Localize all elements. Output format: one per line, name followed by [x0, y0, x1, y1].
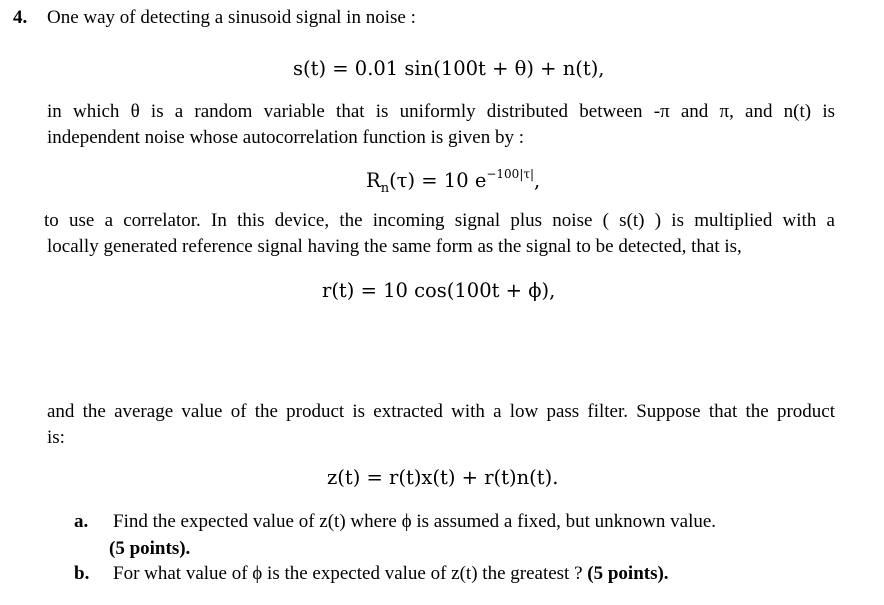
problem-number: 4.	[13, 7, 28, 28]
part-a-label: a.	[74, 511, 89, 532]
autocorr-end: ,	[534, 169, 541, 192]
equation-reference: r(t) = 10 cos(100t + ϕ),	[322, 279, 556, 302]
part-a-text: Find the expected value of z(t) where ϕ is assumed a fixed, but unknown value.	[113, 511, 717, 532]
equation-autocorrelation	[366, 168, 540, 197]
autocorr-subscript: n	[380, 181, 390, 196]
equation-product: z(t) = r(t)x(t) + r(t)n(t).	[327, 466, 559, 489]
autocorr-symbol: R	[366, 169, 381, 192]
part-a-points: (5 points).	[109, 538, 191, 559]
paragraph-2-line-2: locally generated reference signal having the same form as the signal to be detected, that is,	[47, 236, 742, 257]
paragraph-3-line-1: and the average value of the product is extracted with a low pass filter. Suppose that the product	[47, 401, 835, 422]
equation-signal: s(t) = 0.01 sin(100t + θ) + n(t),	[293, 57, 605, 80]
part-b-label: b.	[74, 563, 90, 584]
part-b-text: For what value of ϕ is the expected value of z(t) the greatest ?	[113, 563, 583, 584]
problem-intro: One way of detecting a sinusoid signal in noise :	[47, 7, 416, 28]
paragraph-2-line-1: to use a correlator. In this device, the incoming signal plus noise ( s(t) ) is multiplied with a	[44, 210, 835, 231]
autocorr-body: (τ) = 10 e	[389, 169, 487, 192]
paragraph-1-line-2: independent noise whose autocorrelation function is given by :	[47, 127, 524, 148]
paragraph-1-line-1: in which θ is a random variable that is uniformly distributed between -π and π, and n(t) is	[47, 101, 835, 122]
part-b-line	[113, 562, 669, 586]
part-b-points: (5 points).	[587, 563, 669, 584]
autocorr-exponent: −100|τ|	[486, 167, 535, 181]
paragraph-3-line-2: is:	[47, 427, 65, 448]
